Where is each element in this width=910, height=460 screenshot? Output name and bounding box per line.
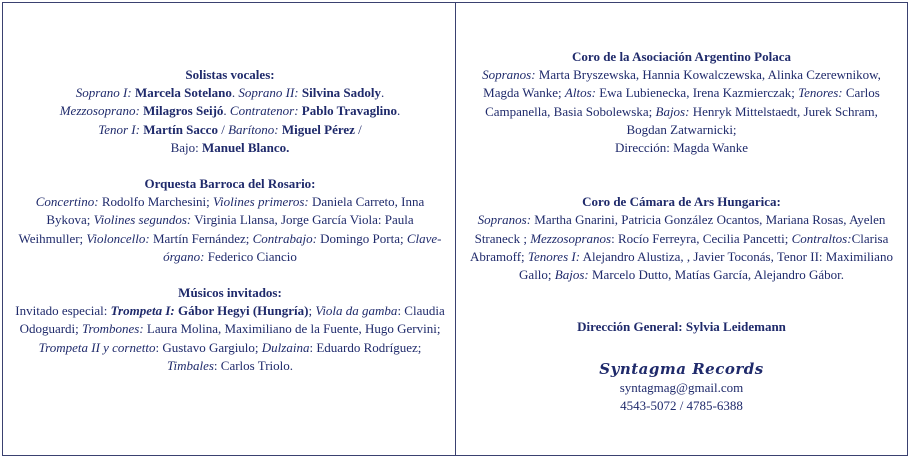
syntagma-records-logo: Syntagma Records [599,360,764,379]
clave-role: Clave-órgano: [163,230,442,264]
contratenor-role: Contratenor: [229,103,299,119]
polish-tenores-role: Tenores: [798,85,843,101]
mezzo-role: Mezzosoprano: [59,103,140,119]
dulzaina-name: : Eduardo Rodríguez; [309,339,422,355]
soloists-line-3: Tenor I: Martín Sacco / Barítono: Miguel Pérez / [98,121,362,137]
contact-phones: 4543-5072 / 4785-6388 [620,397,743,413]
soprano2-name: Silvina Sadoly [301,85,382,101]
orchestra-section [15,175,445,266]
trumpet1-role: Trompeta I: [110,303,175,319]
hungarica-choir-text [470,211,893,284]
polish-bajos-role: Bajos: [655,103,690,119]
soloists-line-1: Soprano I: Marcela Sotelano. Soprano II: Silvina Sadoly. [75,85,385,101]
trumpet1-name: Gábor Hegyi (Hungría) [177,303,309,319]
polish-choir-title: Coro de la Asociación Argentino Polaca [572,49,791,64]
polish-altos-names: Ewa Lubienecka, Irena Kazmierczak; [599,85,795,101]
violins2-role: Violines segundos: [93,212,192,228]
trumpet2-role: Trompeta II y cornetto [38,339,156,355]
contratenor-name: Pablo Travaglino [301,103,398,119]
baritono-name: Miguel Pérez [281,121,355,137]
violins1-role: Violines primeros: [213,194,309,210]
bajo-name: Manuel Blanco. [202,139,290,155]
guests-title: Músicos invitados: [178,285,282,301]
trumpet2-name: : Gustavo Gargiulo; [155,339,259,355]
tenor-name: Martín Sacco [143,121,218,137]
soprano1-role: Soprano I: [75,85,132,101]
polish-altos-role: Altos: [564,85,596,101]
bajo-role: Bajo: [170,139,199,155]
hungarica-contraltos-names: Clarisa Abramoff; [470,230,889,264]
hungarica-choir-title: Coro de Cámara de Ars Hungarica: [582,194,781,210]
polish-sopranos-role: Sopranos: [482,67,536,83]
hungarica-bajos-role: Bajos: [554,267,589,283]
left-column [3,3,456,455]
special-guest-label: Invitado especial: [15,303,108,319]
soprano1-name: Marcela Sotelano [134,85,232,101]
violins1-names: Daniela Carreto, Inna Bykova; [46,194,425,228]
hungarica-tenores-names: Alejandro Alustiza, , Javier Toconás, Tenor II: Maximiliano Gallo; [519,248,893,283]
polish-choir-section [470,48,893,157]
soloists-line-4 [15,139,445,157]
contrabajo-name: Domingo Porta; [320,230,404,246]
cello-name: Martín Fernández; [152,230,250,246]
soloists-section [15,66,445,157]
trombones-role: Trombones: [82,321,144,337]
mezzo-name: Milagros Seijó [143,103,224,119]
clave-name: Federico Ciancio [207,248,297,264]
contrabajo-role: Contrabajo: [252,230,317,246]
hungarica-tenores-role: Tenores I: [527,248,581,264]
violins2-names: Virginia Llansa, Jorge García Viola: Paula Weihmuller; [18,212,414,246]
guests-section [15,284,445,375]
dulzaina-role: Dulzaina [261,339,310,355]
hungarica-mezzo-names: : Rocío Ferreyra, Cecilia Pancetti; [611,230,789,246]
hungarica-sopranos-role: Sopranos: [477,212,532,228]
soloists-title: Solistas vocales: [185,67,275,82]
orchestra-title: Orquesta Barroca del Rosario: [144,176,316,192]
polish-sopranos-names: Marta Bryszewska, Hannia Kowalczewska, Alinka Czerewnikow, Magda Wanke; [483,67,881,101]
program-page [2,2,908,456]
contact-email[interactable]: syntagmag@gmail.com [619,379,744,395]
hungarica-choir-section [470,193,893,284]
general-direction: Dirección General: Sylvia Leidemann [577,319,786,335]
orchestra-text [15,193,445,266]
hungarica-bajos-names: Marcelo Dutto, Matías García, Alejandro Gábor. [591,267,844,283]
right-column [456,3,907,455]
gamba-name: : Claudia Odoguardi; [19,303,445,337]
baritono-role: Barítono: [228,121,279,137]
concertino-name: Rodolfo Marchesini; [101,194,210,210]
timbales-role: Timbales [166,357,214,373]
soprano2-role: Soprano II: [238,85,299,101]
hungarica-mezzo-role: Mezzosopranos [530,230,612,246]
tenor-role: Tenor I: [98,121,140,137]
gamba-role: Viola da gamba [315,303,398,319]
polish-tenores-names: Carlos Campanella, Basia Sobolewska; [485,85,880,119]
timbales-name: : Carlos Triolo. [213,357,294,373]
guests-text: Invitado especial: Trompeta I: Gábor Hegyi (Hungría); Viola da gamba: Claudia Odoguardi; Trombones: Laura Molina, Maximiliano de la Fuente, Hugo Gervini; Trompeta II y cornetto: Gustavo Gargiulo; Dulzaina: Eduardo Rodríguez; Timbales: Carlos Triolo. [15,303,445,373]
concertino-role: Concertino: [35,194,99,210]
hungarica-contraltos-role: Contraltos: [791,230,852,246]
soloists-line-2: Mezzosoprano: Milagros Seijó. Contratenor: Pablo Travaglino. [59,103,401,119]
polish-choir-direction: Dirección: Magda Wanke [615,140,748,156]
polish-bajos-names: Henryk Mittelstaedt, Jurek Schram, Bogdan Zatwarnicki; [626,103,878,137]
cello-role: Violoncello: [86,230,150,246]
trombones-names: Laura Molina, Maximiliano de la Fuente, Hugo Gervini; [146,321,441,337]
polish-choir-text [470,66,893,139]
hungarica-sopranos-names: Martha Gnarini, Patricia González Ocantos, Mariana Rosas, Ayelen Straneck ; [474,212,886,246]
